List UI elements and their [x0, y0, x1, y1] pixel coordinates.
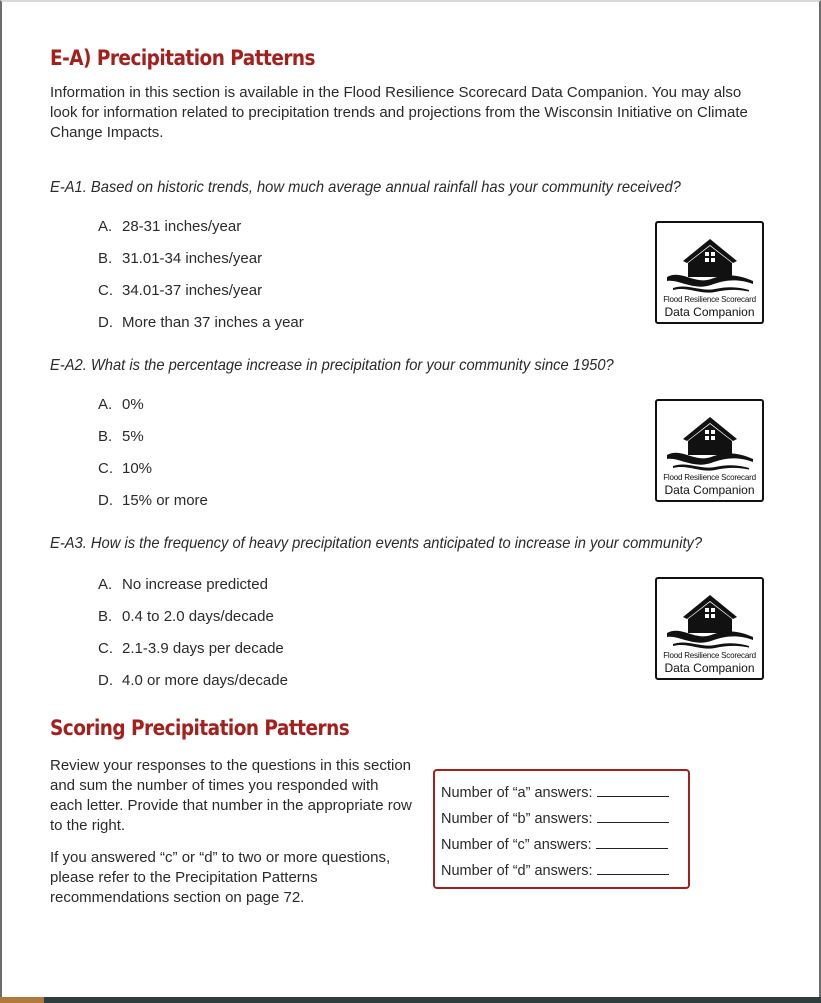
option-e-a1-a[interactable] — [98, 218, 241, 235]
house-on-water-icon — [663, 585, 757, 651]
option-text: 34.01-37 inches/year — [122, 282, 263, 299]
score-tally-box — [433, 769, 690, 889]
score-row-a[interactable] — [441, 785, 669, 801]
option-e-a2-b[interactable] — [98, 428, 144, 445]
badge-line1: Flood Resilience Scorecard — [663, 473, 756, 482]
footer-accent — [0, 997, 44, 1003]
option-text: No increase predicted — [122, 576, 268, 593]
option-text: 15% or more — [122, 492, 208, 509]
badge-line1: Flood Resilience Scorecard — [663, 651, 756, 660]
option-text: 31.01-34 inches/year — [122, 250, 263, 267]
option-letter: B. — [98, 428, 113, 445]
option-e-a1-d[interactable] — [98, 314, 304, 331]
scoring-instructions: Review your responses to the questions in this section and sum the number of times you responded with each letter. Provide that number in the appropriate row to the right. — [50, 757, 412, 834]
option-letter: A. — [98, 396, 113, 413]
data-companion-badge — [655, 399, 764, 502]
score-row-label: Number of “b” answers: — [441, 811, 593, 827]
option-e-a3-c[interactable] — [98, 640, 284, 657]
option-letter: D. — [98, 672, 113, 689]
badge-line2: Data Companion — [664, 661, 755, 675]
question-e-a3: E-A3. How is the frequency of heavy precipitation events anticipated to increase in your community? — [50, 535, 703, 552]
option-text: 10% — [122, 460, 153, 477]
scoring-referral: If you answered “c” or “d” to two or more questions, please refer to the Precipitation Patterns recommendations section on page 72. — [50, 849, 391, 906]
score-row-b[interactable] — [441, 811, 669, 827]
option-text: 28-31 inches/year — [122, 218, 242, 235]
option-e-a1-b[interactable] — [98, 250, 262, 267]
option-e-a2-a[interactable] — [98, 396, 144, 413]
score-row-label: Number of “a” answers: — [441, 785, 593, 801]
data-companion-badge — [655, 577, 764, 680]
scoring-heading: Scoring Precipitation Patterns — [50, 716, 350, 740]
option-text: 2.1-3.9 days per decade — [122, 640, 284, 657]
answer-blank[interactable] — [597, 795, 669, 797]
option-letter: A. — [98, 576, 113, 593]
section-heading: E-A) Precipitation Patterns — [50, 46, 316, 70]
score-row-label: Number of “c” answers: — [441, 837, 592, 853]
answer-blank[interactable] — [596, 847, 668, 849]
option-letter: D. — [98, 314, 113, 331]
data-companion-badge — [655, 221, 764, 324]
option-text: 4.0 or more days/decade — [122, 672, 288, 689]
option-e-a2-d[interactable] — [98, 492, 208, 509]
option-text: 5% — [122, 428, 144, 445]
house-on-water-icon — [663, 229, 757, 295]
score-row-c[interactable] — [441, 837, 668, 853]
house-on-water-icon — [663, 407, 757, 473]
answer-blank[interactable] — [597, 873, 669, 875]
footer-bar — [0, 997, 821, 1003]
option-e-a1-c[interactable] — [98, 282, 262, 299]
option-letter: D. — [98, 492, 113, 509]
score-row-label: Number of “d” answers: — [441, 863, 593, 879]
score-row-d[interactable] — [441, 863, 669, 879]
option-letter: C. — [98, 640, 113, 657]
option-text: More than 37 inches a year — [122, 314, 304, 331]
option-e-a3-d[interactable] — [98, 672, 288, 689]
badge-line2: Data Companion — [664, 305, 755, 319]
option-letter: C. — [98, 460, 113, 477]
question-e-a2: E-A2. What is the percentage increase in precipitation for your community since 1950? — [50, 357, 614, 374]
answer-blank[interactable] — [597, 821, 669, 823]
option-letter: A. — [98, 218, 113, 235]
badge-line1: Flood Resilience Scorecard — [663, 295, 756, 304]
option-e-a3-b[interactable] — [98, 608, 274, 625]
question-e-a1: E-A1. Based on historic trends, how much average annual rainfall has your community received? — [50, 179, 681, 196]
option-text: 0.4 to 2.0 days/decade — [122, 608, 274, 625]
option-text: 0% — [122, 396, 144, 413]
option-e-a2-c[interactable] — [98, 460, 152, 477]
option-letter: B. — [98, 608, 113, 625]
section-intro: Information in this section is available in the Flood Resilience Scorecard Data Companion. You may also look for information related to precipitation trends and projections from the Wisconsin Initiative on Climate Change Impacts. — [50, 84, 748, 141]
option-letter: C. — [98, 282, 113, 299]
option-letter: B. — [98, 250, 113, 267]
badge-line2: Data Companion — [664, 483, 755, 497]
option-e-a3-a[interactable] — [98, 576, 268, 593]
